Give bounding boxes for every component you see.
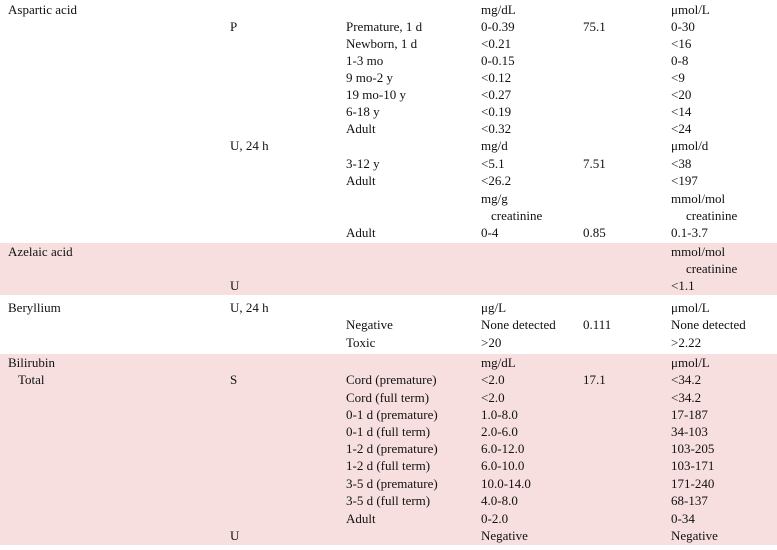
condition-cell: Negative bbox=[346, 317, 393, 332]
condition-cell: 1-2 d (premature) bbox=[346, 441, 438, 456]
table-row bbox=[0, 299, 777, 316]
condition-cell: Adult bbox=[346, 511, 376, 526]
table-row bbox=[0, 457, 777, 475]
condition-cell: 0-1 d (premature) bbox=[346, 407, 438, 422]
condition-cell: Newborn, 1 d bbox=[346, 36, 418, 51]
si-value-cell: creatinine bbox=[686, 208, 738, 223]
condition-cell: 1-3 mo bbox=[346, 53, 384, 68]
factor-cell: 17.1 bbox=[583, 372, 606, 387]
table-row bbox=[0, 224, 777, 241]
condition-cell: 19 mo-10 y bbox=[346, 87, 406, 102]
si-value-cell: 0-8 bbox=[671, 53, 689, 68]
si-value-cell: mmol/mol bbox=[671, 191, 726, 206]
condition-cell: 1-2 d (full term) bbox=[346, 458, 431, 473]
table-row bbox=[0, 316, 777, 333]
si-value-cell: <34.2 bbox=[671, 372, 702, 387]
si-value-cell: Negative bbox=[671, 528, 718, 543]
table-row bbox=[0, 35, 777, 52]
conventional-value-cell: 1.0-8.0 bbox=[481, 407, 518, 422]
table-row bbox=[0, 389, 777, 407]
table-row bbox=[0, 120, 777, 137]
si-value-cell: None detected bbox=[671, 317, 746, 332]
conventional-value-cell: mg/g bbox=[481, 191, 508, 206]
conventional-value-cell: 4.0-8.0 bbox=[481, 493, 518, 508]
table-row bbox=[0, 277, 777, 295]
condition-cell: Premature, 1 d bbox=[346, 19, 423, 34]
table-row bbox=[0, 155, 777, 172]
conventional-value-cell: 6.0-10.0 bbox=[481, 458, 525, 473]
conventional-value-cell: 6.0-12.0 bbox=[481, 441, 525, 456]
specimen-cell: S bbox=[230, 372, 238, 387]
specimen-cell: U, 24 h bbox=[230, 138, 269, 153]
analyte-cell: Bilirubin bbox=[8, 355, 55, 370]
analyte-cell: Azelaic acid bbox=[8, 244, 73, 259]
condition-cell: Adult bbox=[346, 173, 376, 188]
si-value-cell: <197 bbox=[671, 173, 698, 188]
factor-cell: 7.51 bbox=[583, 156, 606, 171]
si-value-cell: <34.2 bbox=[671, 390, 702, 405]
specimen-cell: P bbox=[230, 19, 238, 34]
conventional-value-cell: 0-0.39 bbox=[481, 19, 515, 34]
si-value-cell: 34-103 bbox=[671, 424, 708, 439]
specimen-cell: U, 24 h bbox=[230, 300, 269, 315]
si-value-cell: 0-34 bbox=[671, 511, 695, 526]
conventional-value-cell: <0.19 bbox=[481, 104, 512, 119]
si-value-cell: >2.22 bbox=[671, 335, 702, 350]
table-row bbox=[0, 510, 777, 528]
condition-cell: 3-5 d (premature) bbox=[346, 476, 438, 491]
conventional-value-cell: <0.27 bbox=[481, 87, 512, 102]
condition-cell: 3-5 d (full term) bbox=[346, 493, 431, 508]
table-row bbox=[0, 406, 777, 424]
conventional-value-cell: mg/d bbox=[481, 138, 508, 153]
si-value-cell: 0.1-3.7 bbox=[671, 225, 708, 240]
si-value-cell: creatinine bbox=[686, 261, 738, 276]
analyte-cell: Aspartic acid bbox=[8, 2, 77, 17]
table-row bbox=[0, 69, 777, 86]
conventional-value-cell: 0-2.0 bbox=[481, 511, 509, 526]
si-value-cell: <20 bbox=[671, 87, 692, 102]
si-value-cell: 103-171 bbox=[671, 458, 715, 473]
conventional-value-cell: <5.1 bbox=[481, 156, 505, 171]
condition-cell: Cord (full term) bbox=[346, 390, 430, 405]
si-value-cell: 103-205 bbox=[671, 441, 715, 456]
conventional-value-cell: Negative bbox=[481, 528, 528, 543]
si-value-cell: mmol/mol bbox=[671, 244, 726, 259]
si-value-cell: μmol/L bbox=[671, 2, 710, 17]
conventional-value-cell: 10.0-14.0 bbox=[481, 476, 531, 491]
table-row bbox=[0, 260, 777, 278]
table-row bbox=[0, 190, 777, 207]
table-row bbox=[0, 334, 777, 351]
conventional-value-cell: 0-4 bbox=[481, 225, 499, 240]
conventional-value-cell: <2.0 bbox=[481, 390, 505, 405]
table-row bbox=[0, 371, 777, 389]
conventional-value-cell: μg/L bbox=[481, 300, 507, 315]
factor-cell: 0.111 bbox=[583, 317, 612, 332]
conventional-value-cell: mg/dL bbox=[481, 355, 516, 370]
analyte-cell: Beryllium bbox=[8, 300, 61, 315]
conventional-value-cell: >20 bbox=[481, 335, 502, 350]
table-row bbox=[0, 440, 777, 458]
si-value-cell: μmol/d bbox=[671, 138, 709, 153]
si-value-cell: 17-187 bbox=[671, 407, 708, 422]
condition-cell: 3-12 y bbox=[346, 156, 380, 171]
conventional-value-cell: <26.2 bbox=[481, 173, 512, 188]
si-value-cell: <24 bbox=[671, 121, 692, 136]
conventional-value-cell: creatinine bbox=[491, 208, 543, 223]
table-row bbox=[0, 527, 777, 545]
si-value-cell: <14 bbox=[671, 104, 692, 119]
condition-cell: Adult bbox=[346, 225, 376, 240]
conventional-value-cell: 2.0-6.0 bbox=[481, 424, 518, 439]
table-row bbox=[0, 52, 777, 69]
table-row bbox=[0, 423, 777, 441]
table-row bbox=[0, 207, 777, 224]
table-row bbox=[0, 103, 777, 120]
specimen-cell: U bbox=[230, 528, 240, 543]
conventional-value-cell: <0.32 bbox=[481, 121, 512, 136]
conventional-value-cell: mg/dL bbox=[481, 2, 516, 17]
table-row bbox=[0, 243, 777, 261]
si-value-cell: μmol/L bbox=[671, 355, 710, 370]
table-row bbox=[0, 1, 777, 18]
si-value-cell: 0-30 bbox=[671, 19, 695, 34]
conventional-value-cell: <0.21 bbox=[481, 36, 512, 51]
table-row bbox=[0, 475, 777, 493]
table-row bbox=[0, 172, 777, 189]
specimen-cell: U bbox=[230, 278, 240, 293]
condition-cell: Cord (premature) bbox=[346, 372, 437, 387]
table-row bbox=[0, 354, 777, 372]
si-value-cell: <9 bbox=[671, 70, 685, 85]
si-value-cell: <1.1 bbox=[671, 278, 695, 293]
table-row bbox=[0, 492, 777, 510]
conventional-value-cell: <0.12 bbox=[481, 70, 512, 85]
si-value-cell: 171-240 bbox=[671, 476, 715, 491]
factor-cell: 0.85 bbox=[583, 225, 606, 240]
si-value-cell: <38 bbox=[671, 156, 692, 171]
conventional-value-cell: <2.0 bbox=[481, 372, 505, 387]
conventional-value-cell: None detected bbox=[481, 317, 556, 332]
analyte-cell: Total bbox=[18, 372, 45, 387]
condition-cell: Toxic bbox=[346, 335, 376, 350]
si-value-cell: 68-137 bbox=[671, 493, 708, 508]
si-value-cell: <16 bbox=[671, 36, 692, 51]
condition-cell: Adult bbox=[346, 121, 376, 136]
conventional-value-cell: 0-0.15 bbox=[481, 53, 515, 68]
table-row bbox=[0, 18, 777, 35]
condition-cell: 9 mo-2 y bbox=[346, 70, 393, 85]
table-row bbox=[0, 137, 777, 154]
si-value-cell: μmol/L bbox=[671, 300, 710, 315]
table-row bbox=[0, 86, 777, 103]
factor-cell: 75.1 bbox=[583, 19, 606, 34]
condition-cell: 0-1 d (full term) bbox=[346, 424, 431, 439]
condition-cell: 6-18 y bbox=[346, 104, 380, 119]
